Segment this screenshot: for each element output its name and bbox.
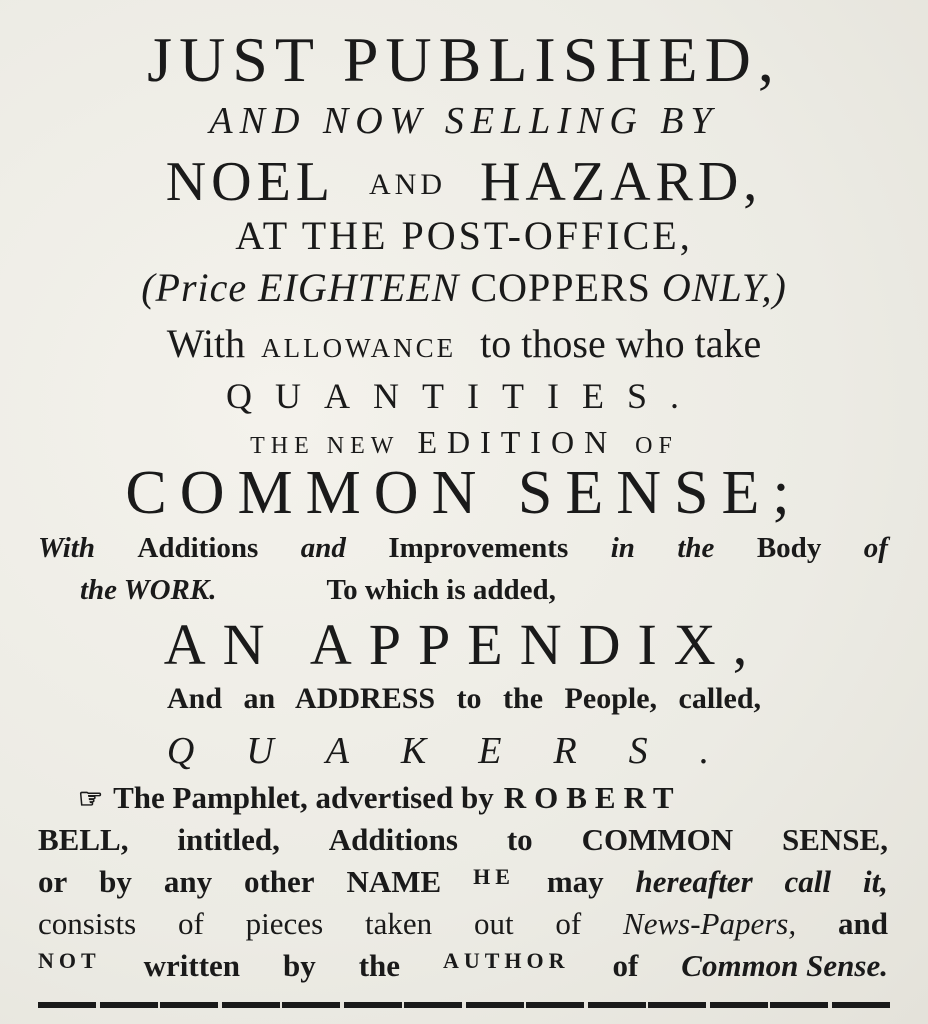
notice-word: hereafter [635, 864, 753, 899]
additions-word: With [38, 532, 95, 564]
pointing-hand-icon: ☞ [78, 784, 104, 815]
notice-line-2 [38, 824, 888, 855]
notice-word: AUTHOR [442, 948, 570, 973]
notice-word: out [473, 906, 514, 941]
additions-line [38, 534, 888, 563]
notice-name: ROBERT [503, 780, 682, 815]
headline: JUST PUBLISHED, [147, 24, 781, 95]
notice-word: Additions [328, 822, 458, 857]
notice-line-5 [38, 950, 888, 981]
notice-word: COMMON [581, 822, 734, 857]
notice-word: Common Sense. [681, 948, 888, 983]
additions-word: Improvements [388, 532, 569, 564]
appendix-an: AN [163, 612, 282, 677]
pamphlet-title: COMMON SENSE; [125, 459, 803, 527]
notice-word: News-Papers, [623, 906, 797, 941]
additions-word: Additions [137, 532, 259, 564]
allowance-word: ALLOWANCE [261, 333, 457, 363]
notice-word: consists [38, 906, 137, 941]
notice-word: by [283, 948, 316, 983]
notice-word: NOT [38, 948, 101, 973]
notice-word: to [506, 822, 533, 857]
work-line [80, 576, 780, 605]
address-line: And an ADDRESS to the People, called, [166, 682, 762, 715]
notice-word: other [243, 864, 315, 899]
additions-word: the [677, 532, 715, 564]
allowance-with: With [166, 321, 246, 366]
work-added: To which is added, [326, 574, 556, 606]
edition-of: OF [635, 433, 678, 459]
subhead: AND NOW SELLING BY [209, 100, 719, 142]
notice-word: of [178, 906, 204, 941]
work-the-work: the WORK. [80, 574, 217, 606]
sellers-line [0, 151, 928, 213]
price-close: ONLY,) [661, 265, 787, 310]
edition-the-new: THE NEW [250, 433, 400, 459]
notice-line-1 [78, 782, 898, 814]
notice-word: intitled, [177, 822, 280, 857]
notice-line-3 [38, 866, 888, 897]
sellers-and: AND [368, 168, 446, 201]
price-line [0, 265, 928, 310]
notice-word: BELL, [38, 822, 129, 857]
notice-word: the [358, 948, 401, 983]
bottom-rule [38, 1002, 890, 1008]
notice-word: HE [473, 864, 515, 889]
additions-word: and [300, 532, 346, 564]
price-open: (Price EIGHTEEN [141, 265, 460, 310]
notice-word: it, [862, 864, 888, 899]
notice-word: or [38, 864, 68, 899]
seller-hazard: HAZARD, [479, 151, 763, 213]
price-coppers: COPPERS [470, 265, 651, 310]
edition-line [0, 426, 928, 458]
notice-word: pieces [245, 906, 324, 941]
additions-word: of [863, 532, 888, 564]
appendix-word: APPENDIX, [309, 612, 765, 677]
notice-word: and [837, 906, 888, 941]
location-line: AT THE POST-OFFICE, [235, 213, 693, 258]
allowance-rest: to those who take [480, 321, 762, 366]
allowance-line [0, 321, 928, 366]
notice-word: any [163, 864, 213, 899]
notice-line-4 [38, 908, 888, 939]
edition-word: EDITION [417, 424, 618, 460]
notice-word: call [784, 864, 832, 899]
notice-word: of [555, 906, 582, 941]
notice-text: The Pamphlet, advertised by [113, 780, 494, 815]
notice-word: SENSE, [782, 822, 888, 857]
quantities-line: QUANTITIES. [226, 376, 702, 416]
appendix-line [0, 612, 928, 677]
additions-word: in [610, 532, 635, 564]
seller-noel: NOEL [165, 151, 335, 213]
notice-word: NAME [346, 864, 442, 899]
notice-word: written [143, 948, 241, 983]
notice-word: by [99, 864, 132, 899]
additions-word: Body [756, 532, 822, 564]
notice-word: taken [364, 906, 433, 941]
notice-word: may [546, 864, 604, 899]
notice-word: of [612, 948, 639, 983]
quakers-line: QUAKERS. [166, 730, 762, 772]
